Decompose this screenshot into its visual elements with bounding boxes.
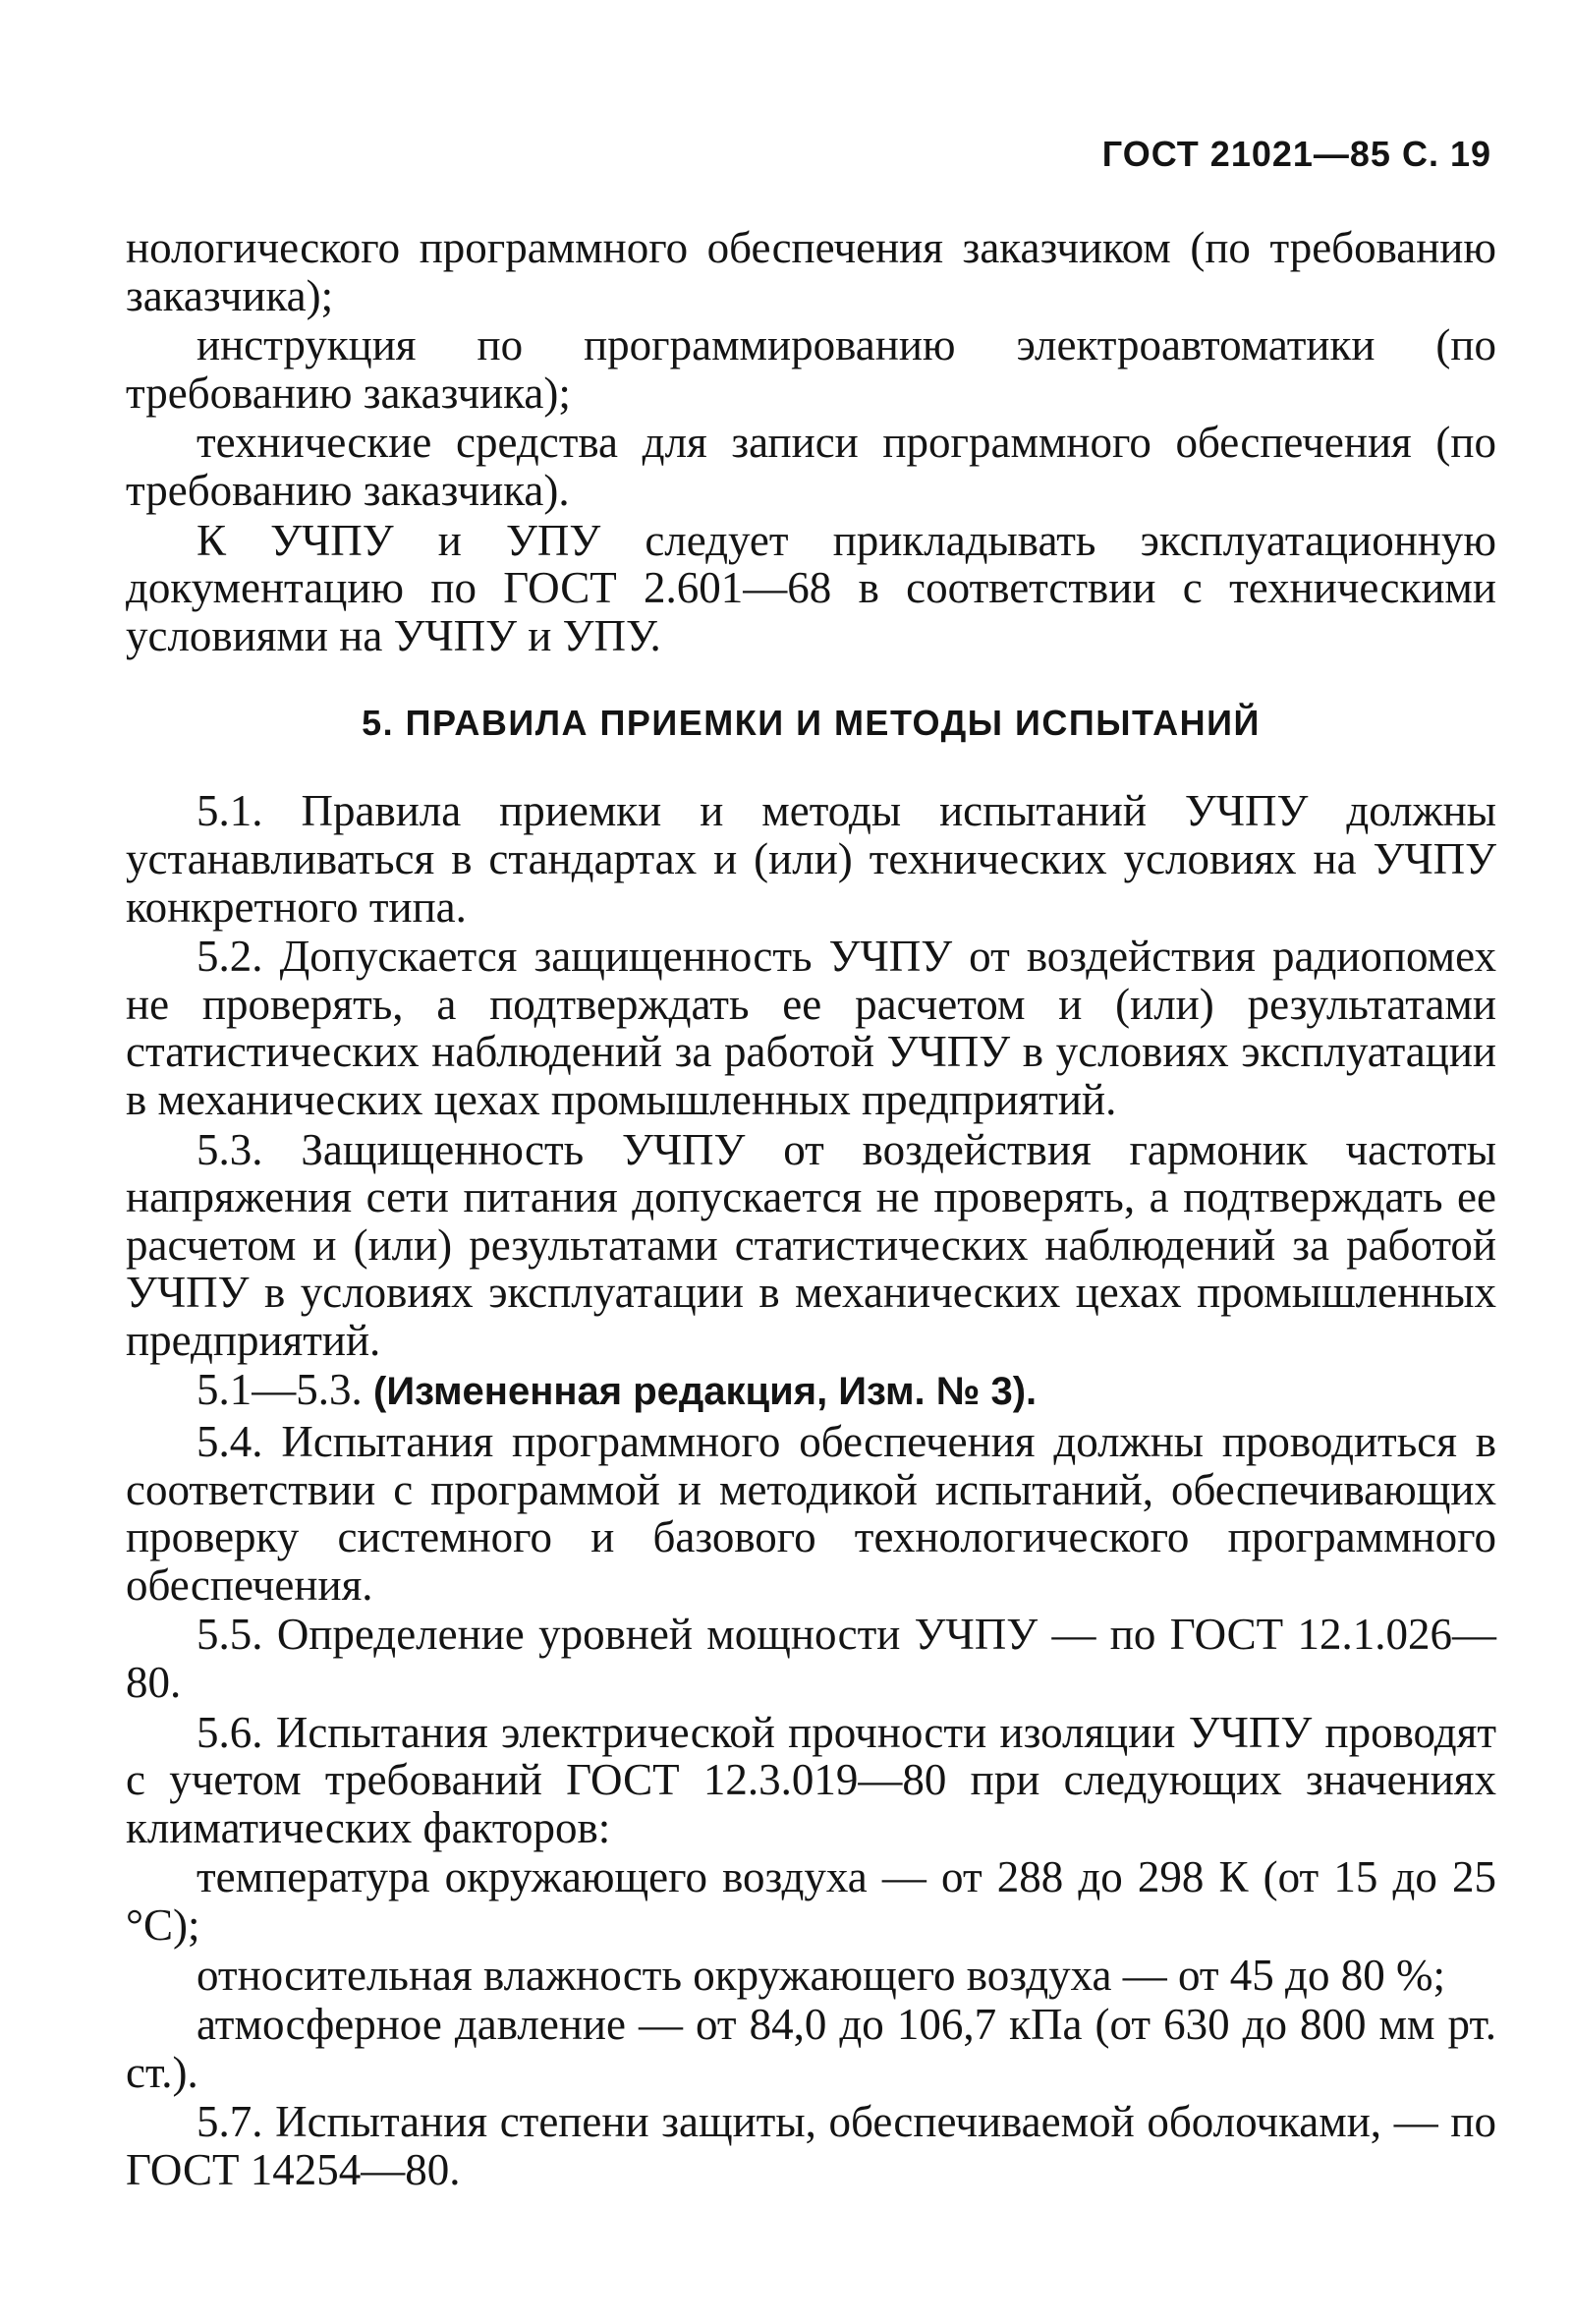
amendment-note: (Измененная редакция, Изм. № 3). — [373, 1370, 1038, 1414]
paragraph-5-1: 5.1. Правила приемки и методы испытаний УЧПУ должны устанавливаться в стандартах и (или) технических условиях на УЧПУ конкретного типа. — [126, 786, 1496, 932]
paragraph-5-4: 5.4. Испытания программного обеспечения должны проводиться в соответствии с программой и методикой испытаний, обеспечивающих проверку системного и базового технологического программного обеспечения. — [126, 1417, 1496, 1610]
paragraph-amendment — [126, 1366, 1496, 1416]
paragraph-5-2: 5.2. Допускается защищенность УЧПУ от воздействия радиопомех не проверять, а подтверждать ее расчетом и (или) результатами статистических наблюдений за работой УЧПУ в условиях эксплуатации в механических цехах промышленных предприятий. — [126, 932, 1496, 1124]
paragraph-intro-item: технические средства для записи программного обеспечения (по требованию заказчика). — [126, 418, 1496, 515]
paragraph-intro-item: инструкция по программированию электроавтоматики (по требованию заказчика); — [126, 320, 1496, 418]
page-header: ГОСТ 21021—85 С. 19 — [1101, 134, 1491, 174]
amendment-ref: 5.1—5.3. — [196, 1365, 363, 1415]
document-body — [126, 224, 1496, 2196]
paragraph-5-7: 5.7. Испытания степени защиты, обеспечиваемой оболочками, — по ГОСТ 14254—80. — [126, 2097, 1496, 2194]
paragraph-intro-documentation: К УЧПУ и УПУ следует прикладывать эксплуатационную документацию по ГОСТ 2.601—68 в соответствии с техническими условиями на УЧПУ и УПУ. — [126, 515, 1496, 660]
climate-factor-humidity: относительная влажность окружающего воздуха — от 45 до 80 %; — [196, 1950, 1445, 2000]
section-title: 5. ПРАВИЛА ПРИЕМКИ И МЕТОДЫ ИСПЫТАНИЙ — [362, 703, 1261, 744]
paragraph-5-6: 5.6. Испытания электрической прочности изоляции УЧПУ проводят с учетом требований ГОСТ 12.3.019—80 при следующих значениях климатических факторов: — [126, 1707, 1496, 1852]
climate-factor-temperature: температура окружающего воздуха — от 288 до 298 К (от 15 до 25 °С); — [126, 1852, 1496, 1950]
climate-factor-pressure: атмосферное давление — от 84,0 до 106,7 кПа (от 630 до 800 мм рт. ст.). — [126, 2000, 1496, 2097]
paragraph-5-5: 5.5. Определение уровней мощности УЧПУ — по ГОСТ 12.1.026—80. — [126, 1610, 1496, 1708]
paragraph-5-3: 5.3. Защищенность УЧПУ от воздействия гармоник частоты напряжения сети питания допускается не проверять, а подтверждать ее расчетом и (или) результатами статистических наблюдений за работой УЧПУ в условиях эксплуатации в механических цехах промышленных предприятий. — [126, 1124, 1496, 1365]
paragraph-intro-continuation: нологического программного обеспечения заказчиком (по требованию заказчика); — [126, 223, 1496, 320]
